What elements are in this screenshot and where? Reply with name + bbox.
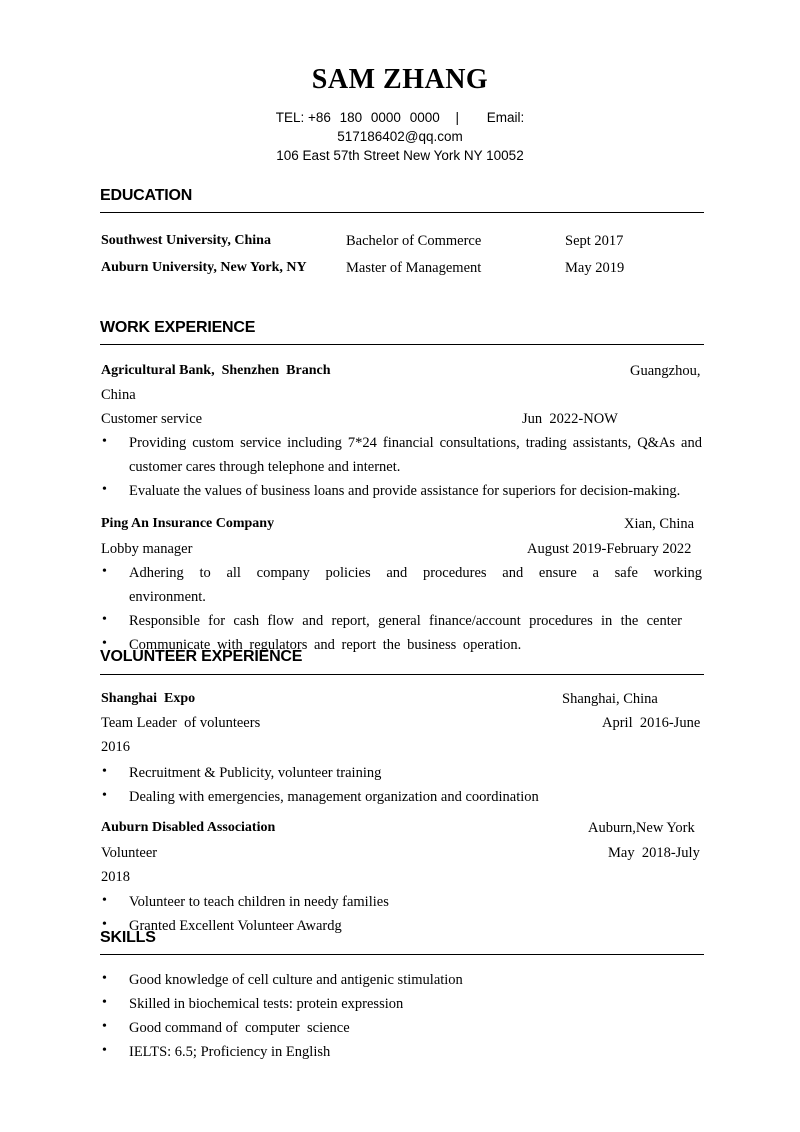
volunteer-location: Auburn,New York: [588, 820, 695, 836]
job-role: Lobby manager: [101, 541, 193, 557]
bullet-icon: •: [102, 482, 107, 497]
contact-separator: |: [455, 110, 460, 125]
contact-line: [0, 108, 800, 127]
skill-item: Skilled in biochemical tests: protein expression: [129, 996, 404, 1012]
job-company: Agricultural Bank, Shenzhen Branch: [101, 363, 331, 378]
job-bullet: Adhering to all company policies and procedures and ensure a safe working: [129, 565, 702, 581]
job-bullet: Providing custom service including 7*24 financial consultations, trading assistants, Q&As and: [129, 435, 702, 451]
tel-value: +86 180 0000 0000: [307, 110, 440, 125]
job-bullet: Communicate with regulators and report the business operation.: [129, 637, 522, 653]
education-degree: Master of Management: [346, 260, 482, 276]
bullet-icon: •: [102, 636, 107, 651]
education-school: Southwest University, China: [101, 233, 271, 248]
education-degree: Bachelor of Commerce: [346, 233, 482, 249]
volunteer-bullet: Recruitment & Publicity, volunteer training: [129, 765, 382, 781]
bullet-icon: •: [102, 917, 107, 932]
volunteer-heading: VOLUNTEER EXPERIENCE: [100, 648, 303, 665]
resume-name: SAM ZHANG: [311, 64, 489, 95]
volunteer-org: Auburn Disabled Association: [101, 820, 276, 835]
volunteer-date: April 2016-June: [602, 715, 701, 731]
skills-heading: SKILLS: [100, 929, 156, 946]
skill-item: Good knowledge of cell culture and antigenic stimulation: [129, 972, 463, 988]
skill-item: Good command of computer science: [129, 1020, 350, 1036]
bullet-icon: •: [102, 1019, 107, 1034]
education-date: May 2019: [565, 260, 625, 276]
education-school: Auburn University, New York, NY: [101, 260, 307, 275]
volunteer-date: May 2018-July: [608, 845, 700, 861]
job-location: Xian, China: [624, 516, 695, 532]
volunteer-location: Shanghai, China: [562, 691, 658, 707]
job-bullet: Evaluate the values of business loans and provide assistance for superiors for decision-making.: [129, 483, 681, 499]
education-rule: [100, 212, 704, 213]
bullet-icon: •: [102, 564, 107, 579]
bullet-icon: •: [102, 612, 107, 627]
volunteer-date-cont: 2016: [101, 739, 130, 755]
volunteer-role: Team Leader of volunteers: [101, 715, 261, 731]
bullet-icon: •: [102, 434, 107, 449]
volunteer-org: Shanghai Expo: [101, 691, 196, 706]
job-location: Guangzhou,: [630, 363, 701, 379]
education-heading: EDUCATION: [100, 187, 193, 204]
email-value: 517186402@qq.com: [337, 129, 463, 144]
volunteer-rule: [100, 674, 704, 675]
volunteer-bullet: Granted Excellent Volunteer Awardg: [129, 918, 342, 934]
job-date: August 2019-February 2022: [527, 541, 692, 557]
bullet-icon: •: [102, 1043, 107, 1058]
volunteer-bullet: Dealing with emergencies, management organization and coordination: [129, 789, 539, 805]
volunteer-bullet: Volunteer to teach children in needy families: [129, 894, 389, 910]
skill-item: IELTS: 6.5; Proficiency in English: [129, 1044, 331, 1060]
email-label: Email:: [486, 110, 525, 125]
job-bullet-cont: environment.: [129, 589, 206, 605]
job-date: Jun 2022-NOW: [522, 411, 618, 427]
bullet-icon: •: [102, 971, 107, 986]
bullet-icon: •: [102, 764, 107, 779]
job-role: Customer service: [101, 411, 203, 427]
bullet-icon: •: [102, 788, 107, 803]
job-location-cont: China: [101, 387, 136, 403]
job-bullet-cont: customer cares through telephone and internet.: [129, 459, 401, 475]
tel-label: TEL:: [275, 110, 305, 125]
skills-rule: [100, 954, 704, 955]
work-heading: WORK EXPERIENCE: [100, 319, 256, 336]
job-company: Ping An Insurance Company: [101, 516, 275, 531]
bullet-icon: •: [102, 893, 107, 908]
job-bullet: Responsible for cash flow and report, general finance/account procedures in the center: [129, 613, 682, 629]
bullet-icon: •: [102, 995, 107, 1010]
volunteer-role: Volunteer: [101, 845, 158, 861]
volunteer-date-cont: 2018: [101, 869, 130, 885]
address: 106 East 57th Street New York NY 10052: [276, 148, 524, 163]
work-rule: [100, 344, 704, 345]
education-date: Sept 2017: [565, 233, 624, 249]
